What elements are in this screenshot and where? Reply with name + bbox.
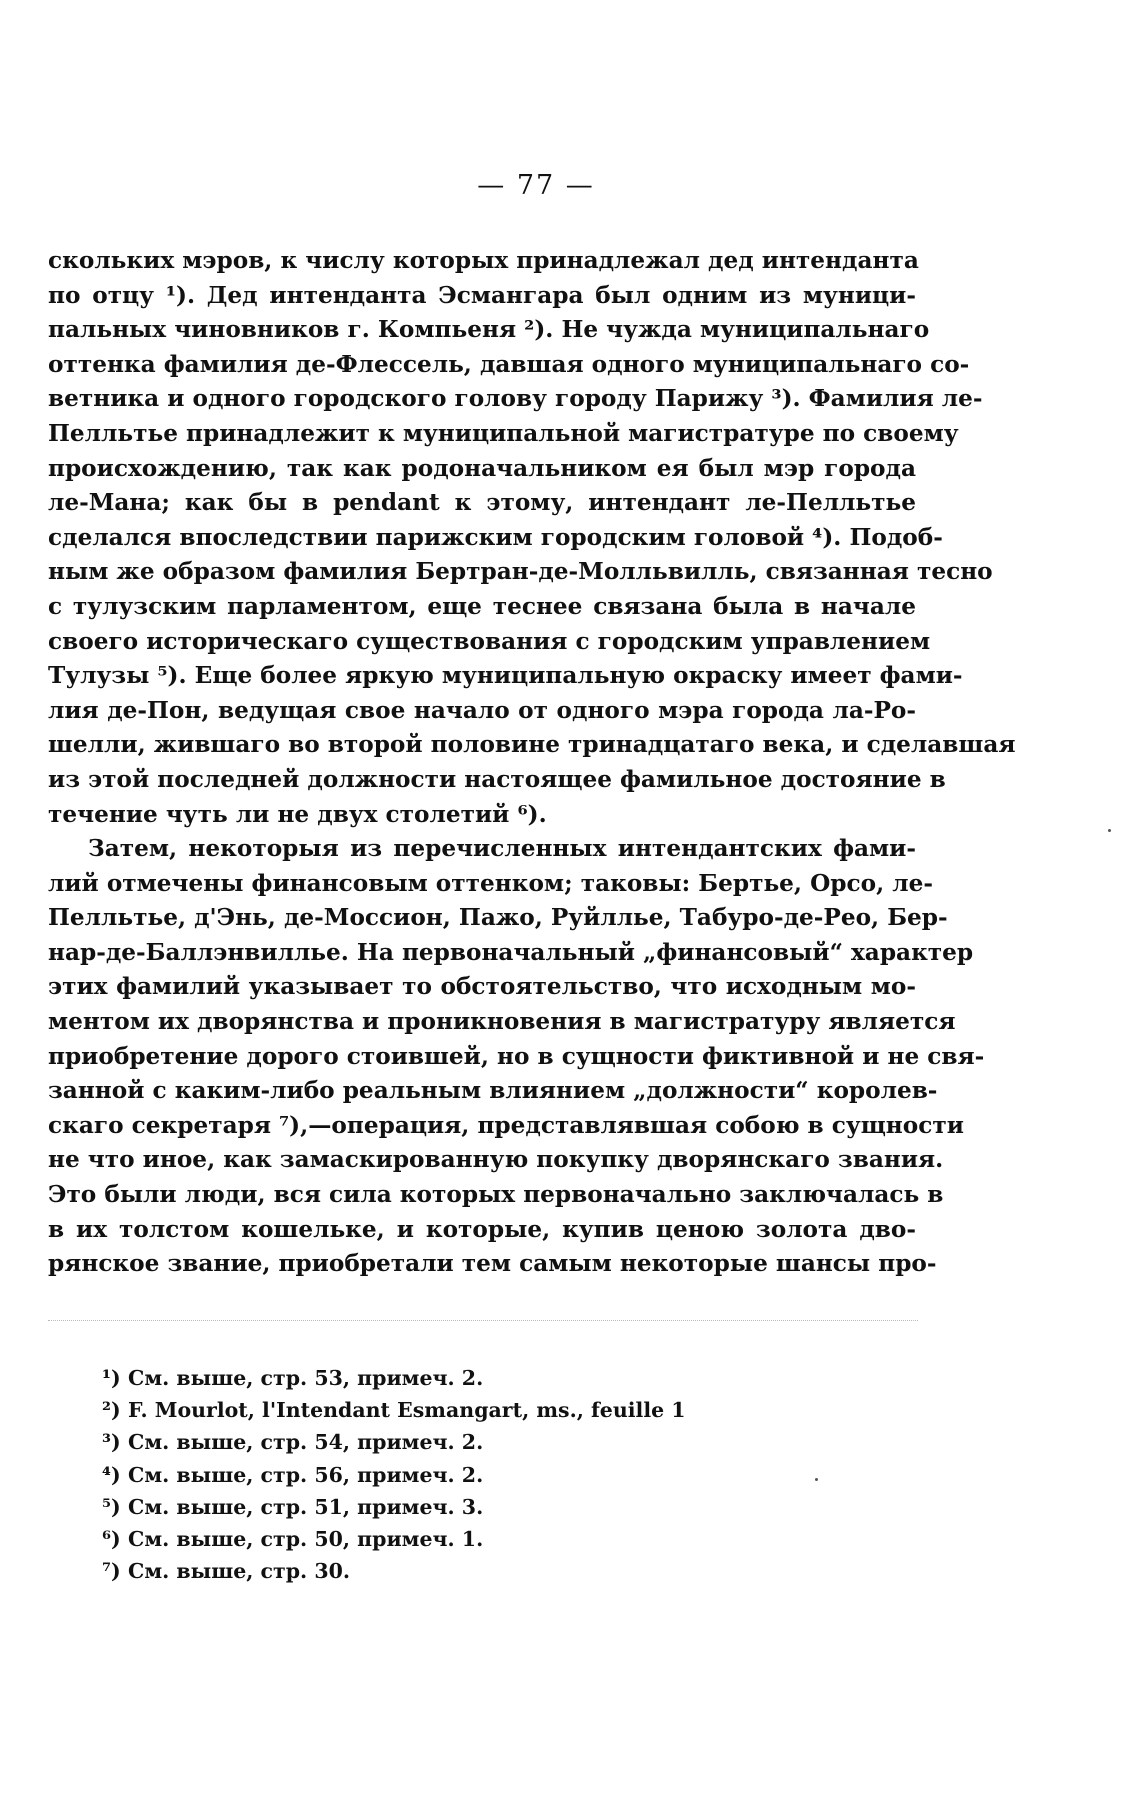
text-line: ветника и одного городского голову городу Парижу ³). Фамилия ле- (48, 385, 983, 413)
text-line: лия де-Пон, ведущая свое начало от одного мэра города ла-Ро- (48, 696, 916, 724)
body-text (48, 244, 1016, 1282)
text-line: Это были люди, вся сила которых первоначально заключалась в (48, 1181, 944, 1209)
footnote-text: F. Mourlot, l'Intendant Esmangart, ms., feuille 1 (128, 1398, 686, 1423)
footnote-number: ⁵) (102, 1494, 121, 1519)
text-line: сделался впоследствии парижским городским головой ⁴). Подоб- (48, 523, 943, 551)
footnote-number: ⁴) (102, 1462, 121, 1487)
footnote-number: ¹) (102, 1366, 121, 1390)
text-line: своего историческаго существования с городским управлением (48, 627, 931, 655)
footnote (102, 1523, 802, 1555)
text-line: Затем, некоторыя из перечисленных интендантских фами- (88, 835, 916, 863)
scan-speck (1108, 829, 1111, 832)
footnote-text: См. выше, стр. 50, примеч. 1. (128, 1526, 484, 1551)
text-line: пальных чиновников г. Компьеня ²). Не чужда муниципальнаго (48, 316, 930, 344)
page-number: — 77 — (477, 170, 595, 201)
footnote (102, 1362, 802, 1394)
text-line: этих фамилий указывает то обстоятельство, что исходным мо- (48, 973, 916, 1001)
footnote-text: См. выше, стр. 53, примеч. 2. (128, 1366, 484, 1390)
text-line: приобретение дорого стоившей, но в сущности фиктивной и не свя- (48, 1042, 985, 1070)
footnote-text: См. выше, стр. 51, примеч. 3. (128, 1494, 484, 1519)
scan-speck (815, 1478, 818, 1481)
text-line: рянское звание, приобретали тем самым некоторые шансы про- (48, 1250, 937, 1278)
text-line: Пелльтье, д'Энь, де-Моссион, Пажо, Руйлльe, Табуро-де-Рео, Бер- (48, 904, 948, 932)
text-line: ментом их дворянства и проникновения в магистратуру является (48, 1008, 956, 1036)
text-line: не что иное, как замаскированную покупку дворянскаго звания. (48, 1146, 944, 1174)
footnote (102, 1394, 802, 1426)
footnote-number: ⁷) (102, 1559, 121, 1584)
text-line: течение чуть ли не двух столетий ⁶). (48, 800, 547, 828)
text-line: нар-де-Баллэнвилльe. На первоначальный „финансовый“ характер (48, 938, 974, 966)
footnote-number: ³) (102, 1430, 121, 1455)
footnote (102, 1459, 802, 1491)
text-line: Пелльтье принадлежит к муниципальной магистратуре по своему (48, 419, 959, 447)
text-line: занной с каким-либо реальным влиянием „должности“ королев- (48, 1077, 938, 1105)
footnote-text: См. выше, стр. 30. (128, 1559, 350, 1584)
footnote-number: ⁶) (102, 1526, 121, 1551)
footnote-divider (48, 1320, 918, 1321)
text-line: происхождению, так как родоначальником ея был мэр города (48, 454, 916, 482)
footnote (102, 1555, 802, 1587)
footnote (102, 1491, 802, 1523)
footnote (102, 1426, 802, 1458)
footnotes (102, 1362, 802, 1587)
text-line: с тулузским парламентом, еще теснее связана была в начале (48, 592, 916, 620)
text-line: лий отмечены финансовым оттенком; таковы: Бертье, Орсо, ле- (48, 869, 933, 897)
text-line: из этой последней должности настоящее фамильное достояние в (48, 765, 946, 793)
text-line: по отцу ¹). Дед интенданта Эсмангара был одним из муници- (48, 281, 916, 309)
text-line: оттенка фамилия де-Флессель, давшая одного муниципальнаго со- (48, 350, 970, 378)
text-line: в их толстом кошельке, и которые, купив ценою золота дво- (48, 1215, 916, 1243)
footnote-number: ²) (102, 1398, 121, 1423)
footnote-text: См. выше, стр. 56, примеч. 2. (128, 1462, 484, 1487)
text-line: Тулузы ⁵). Еще более яркую муниципальную окраску имеет фами- (48, 662, 963, 690)
text-line: скольких мэров, к числу которых принадлежал дед интенданта (48, 247, 919, 274)
text-line: шелли, жившаго во второй половине тринадцатаго века, и сделавшая (48, 731, 1016, 759)
text-line: ным же образом фамилия Бертран-де-Молльвилль, связанная тесно (48, 558, 993, 586)
text-line: скаго секретаря ⁷),—операция, представлявшая собою в сущности (48, 1111, 964, 1139)
footnote-text: См. выше, стр. 54, примеч. 2. (128, 1430, 484, 1455)
text-line: ле-Мана; как бы в pendant к этому, интендант ле-Пелльтье (48, 489, 916, 517)
